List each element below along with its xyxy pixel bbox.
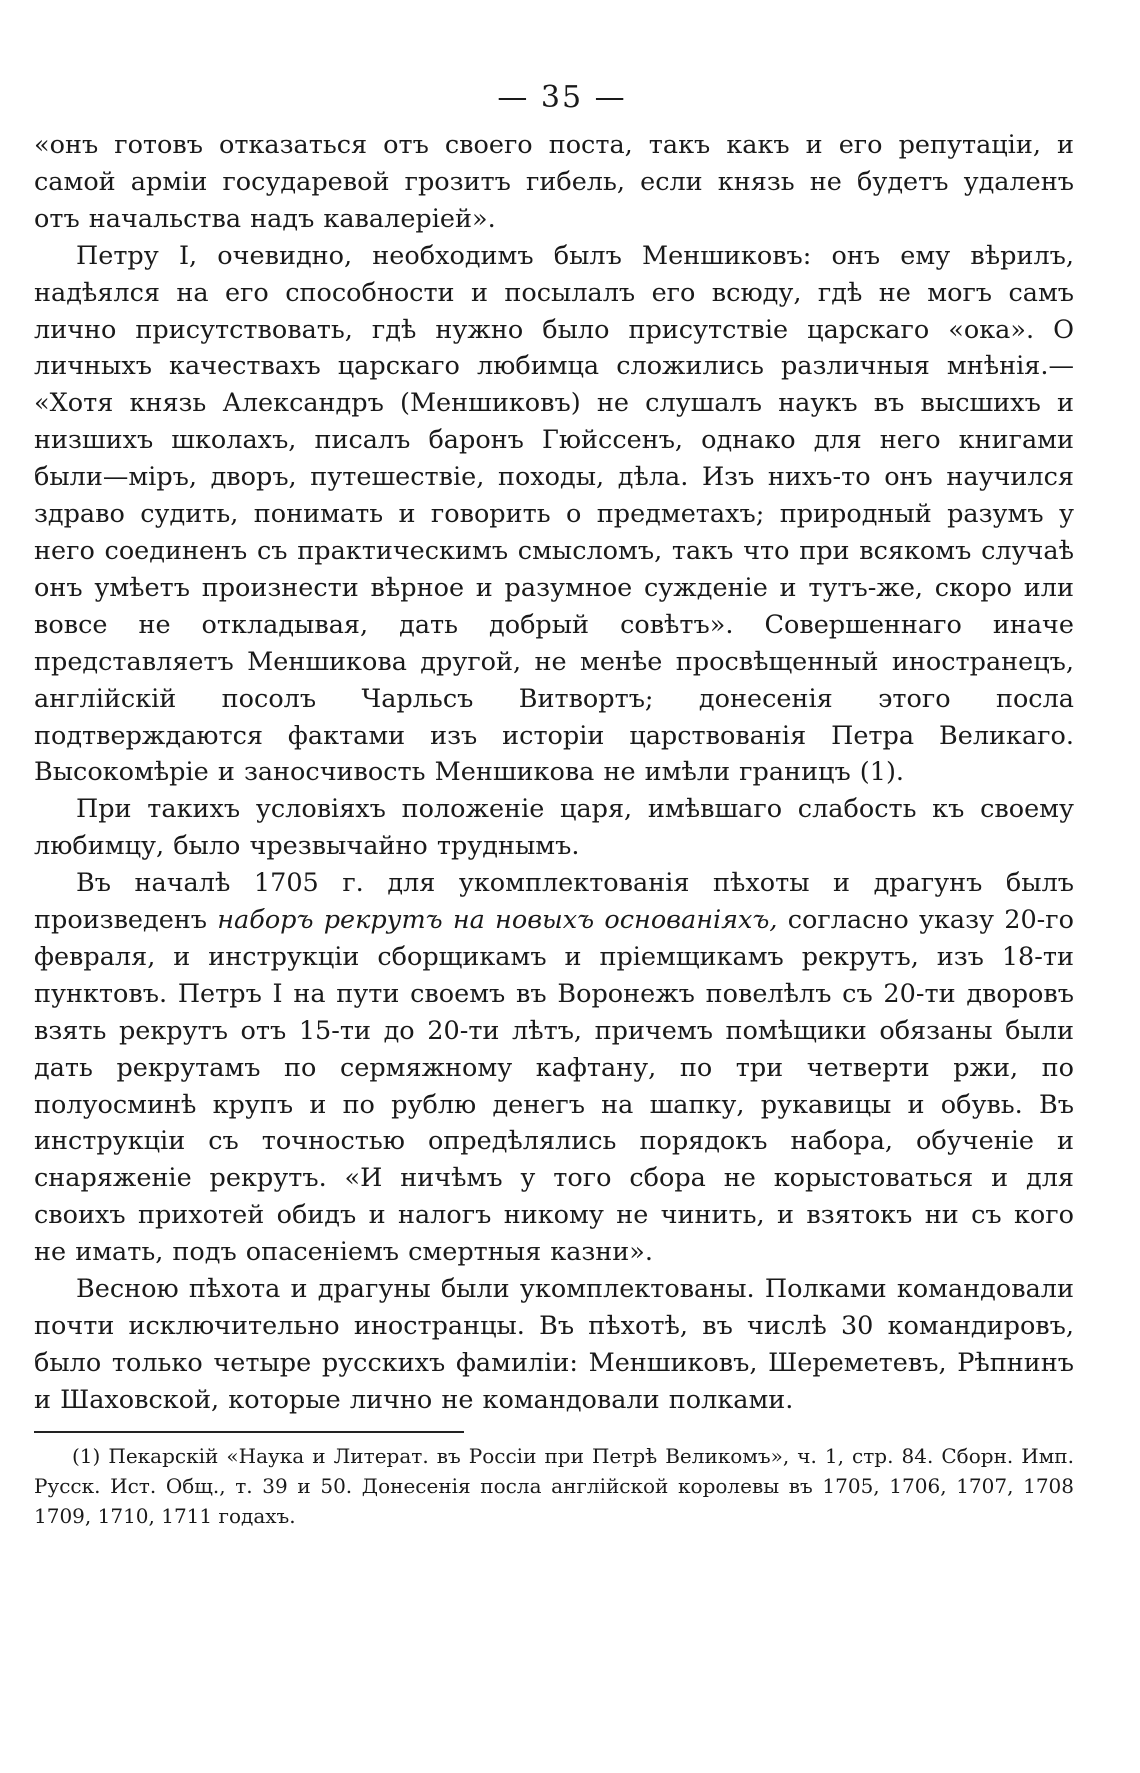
- page-number: — 35 —: [497, 80, 627, 115]
- paragraph-4-text-b: согласно указу 20-го февраля, и инструкціи сборщикамъ и пріемщикамъ рекрутъ, изъ 18-ти пунктовъ. Петръ I на пути своемъ въ Воронежъ повелѣлъ съ 20-ти дворовъ взять рекрутъ отъ 15-ти до 20-ти лѣтъ, причемъ помѣщики обязаны были дать рекрутамъ по сермяжному кафтану, по три четверти ржи, по полуосминѣ крупъ и по рублю денегъ на шапку, рукавицы и обувь. Въ инструкціи съ точностью опредѣлялись порядокъ набора, обученіе и снаряженіе рекрутъ. «И ничѣмъ у того сбора не корыстоваться и для своихъ прихотей обидъ и налогъ никому не чинить, и взятокъ ни съ кого не имать, подъ опасеніемъ смертныя казни».: [34, 905, 1075, 1268]
- paragraph-2: [34, 238, 1074, 792]
- paragraph-2-text: Петру I, очевидно, необходимъ былъ Меншиковъ: онъ ему вѣрилъ, надѣялся на его способности и посылалъ его всюду, гдѣ не могъ самъ лично присутствовать, гдѣ нужно было присутствіе царскаго «ока». О личныхъ качествахъ царскаго любимца сложились различныя мнѣнія.— «Хотя князь Александръ (Меншиковъ) не слушалъ наукъ въ высшихъ и низшихъ школахъ, писалъ баронъ Гюйссенъ, однако для него книгами были—міръ, дворъ, путешествіе, походы, дѣла. Изъ нихъ-то онъ научился здраво судить, понимать и говорить о предметахъ; природный разумъ у него соединенъ съ практическимъ смысломъ, такъ что при всякомъ случаѣ онъ умѣетъ произнести вѣрное и разумное сужденіе и тутъ-же, скоро или вовсе не откладывая, дать добрый совѣтъ». Совершеннаго иначе представляетъ Меншикова другой, не менѣе просвѣщенный иностранецъ, англійскій посолъ Чарльсъ Витвортъ; донесенія этого посла подтверждаются фактами изъ исторіи царствованія Петра Великаго. Высокомѣріе и заносчивость Меншикова не имѣли границъ: [34, 240, 1074, 788]
- footnote-divider: [34, 1431, 464, 1433]
- paragraph-5: Весною пѣхота и драгуны были укомплектованы. Полками командовали почти исключительно иностранцы. Въ пѣхотѣ, въ числѣ 30 командировъ, было только четыре русскихъ фамиліи: Меншиковъ, Шереметевъ, Рѣпнинъ и Шаховской, которые лично не командовали полками.: [34, 1274, 1074, 1415]
- paragraph-4: [34, 865, 1074, 1271]
- paragraph-1: «онъ готовъ отказаться отъ своего поста, такъ какъ и его репутаціи, и самой арміи государевой грозитъ гибель, если князь не будетъ удаленъ отъ начальства надъ кавалеріей».: [34, 130, 1074, 234]
- emphasized-phrase: наборъ рекрутъ на новыхъ основаніяхъ,: [217, 905, 778, 936]
- footnote-text: Пекарскій «Наука и Литерат. въ Россіи при Петрѣ Великомъ», ч. 1, стр. 84. Сборн. Имп. Русск. Ист. Общ., т. 39 и 50. Донесенія посла англійской королевы въ 1705, 1706, 1707, 1708 1709, 1710, 1711 годахъ.: [34, 1443, 1074, 1528]
- footnote: [34, 1441, 1074, 1531]
- paragraph-2-end: .: [895, 757, 905, 788]
- paragraph-3: При такихъ условіяхъ положеніе царя, имѣвшаго слабость къ своему любимцу, было чрезвычайно труднымъ.: [34, 794, 1074, 862]
- footnote-marker: (1): [72, 1443, 101, 1468]
- body-text: [34, 127, 1074, 1419]
- paragraph-4-text-a: Въ началѣ 1705 г. для укомплектованія пѣхоты и драгунъ былъ произведенъ: [34, 868, 1074, 936]
- book-page: [34, 80, 1074, 1531]
- footnote-reference: (1): [859, 757, 896, 788]
